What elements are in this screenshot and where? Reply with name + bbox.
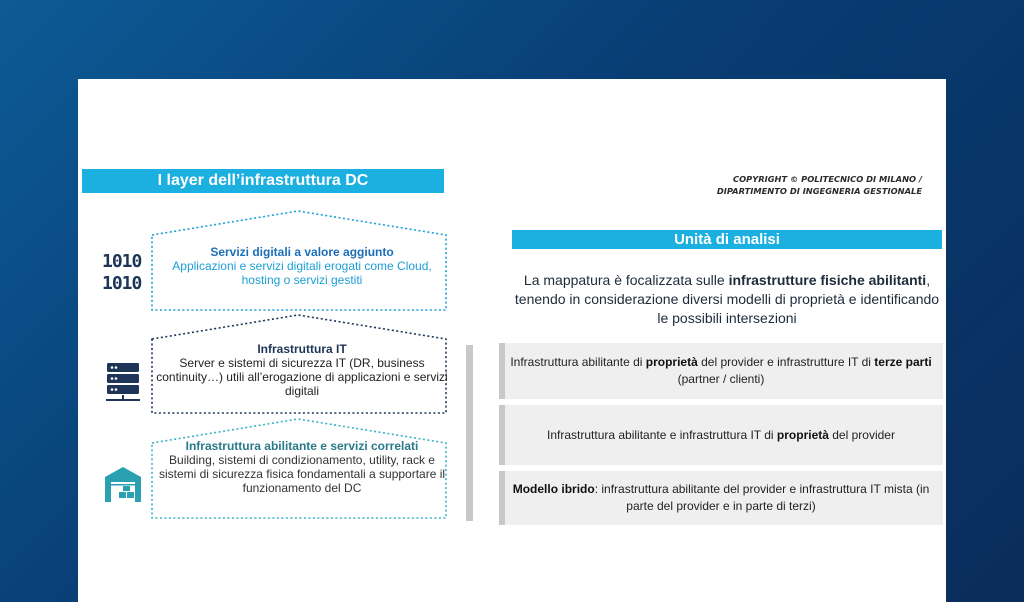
intro-text: La mappatura è focalizzata sulle [523, 272, 729, 288]
intro-text: , tenendo in considerazione diversi modelli di proprietà e identificando le possibili intersezioni [514, 272, 940, 326]
box-text: Infrastruttura abilitante di proprietà del provider e infrastrutture IT di terze parti (partner / clienti) [510, 355, 932, 386]
intro-highlight: infrastrutture fisiche abilitanti [728, 272, 927, 288]
layer-description: Applicazioni e servizi digitali erogati come Cloud, hosting o servizi gestiti [172, 259, 432, 287]
box-edge [499, 405, 505, 465]
ownership-model-provider [499, 405, 943, 465]
binary-code-icon [102, 251, 141, 295]
slide [78, 79, 946, 602]
separator-bar [466, 345, 473, 521]
layer-title: Servizi digitali a valore aggiunto [210, 245, 394, 259]
ownership-model-hybrid [499, 471, 943, 525]
layer-digital-services [154, 245, 450, 287]
warehouse-icon [104, 465, 142, 503]
box-edge [499, 343, 505, 399]
binary-code-row: 1010 [102, 251, 142, 272]
layer-description: Server e sistemi di sicurezza IT (DR, business continuity…) utili all’erogazione di applicazioni e servizi digitali [156, 356, 448, 398]
copyright-line-2: DIPARTIMENTO DI INGEGNERIA GESTIONALE [716, 186, 922, 196]
box-text: Modello ibrido: infrastruttura abilitante del provider e infrastruttura IT mista (in parte del provider e in parte di terzi) [512, 482, 930, 513]
ownership-model-third-party [499, 343, 943, 399]
box-text: Infrastruttura abilitante e infrastruttura IT di proprietà del provider [547, 427, 895, 442]
layer-enabling-infrastructure [154, 439, 450, 495]
analysis-unit-title: Unità di analisi [512, 230, 942, 249]
analysis-intro [512, 271, 942, 328]
layer-it-infrastructure [154, 342, 450, 398]
server-rack-icon [104, 362, 142, 402]
layer-description: Building, sistemi di condizionamento, utility, rack e sistemi di sicurezza fisica fondamentali a supportare il funzionamento del DC [158, 453, 446, 495]
box-edge [499, 471, 505, 525]
layer-title: Infrastruttura IT [257, 342, 347, 356]
layer-title: Infrastruttura abilitante e servizi correlati [185, 439, 419, 453]
copyright-line-1: COPYRIGHT © POLITECNICO DI MILANO / [732, 174, 922, 184]
binary-code-row: 1010 [102, 273, 142, 294]
layers-title: I layer dell’infrastruttura DC [82, 169, 444, 193]
